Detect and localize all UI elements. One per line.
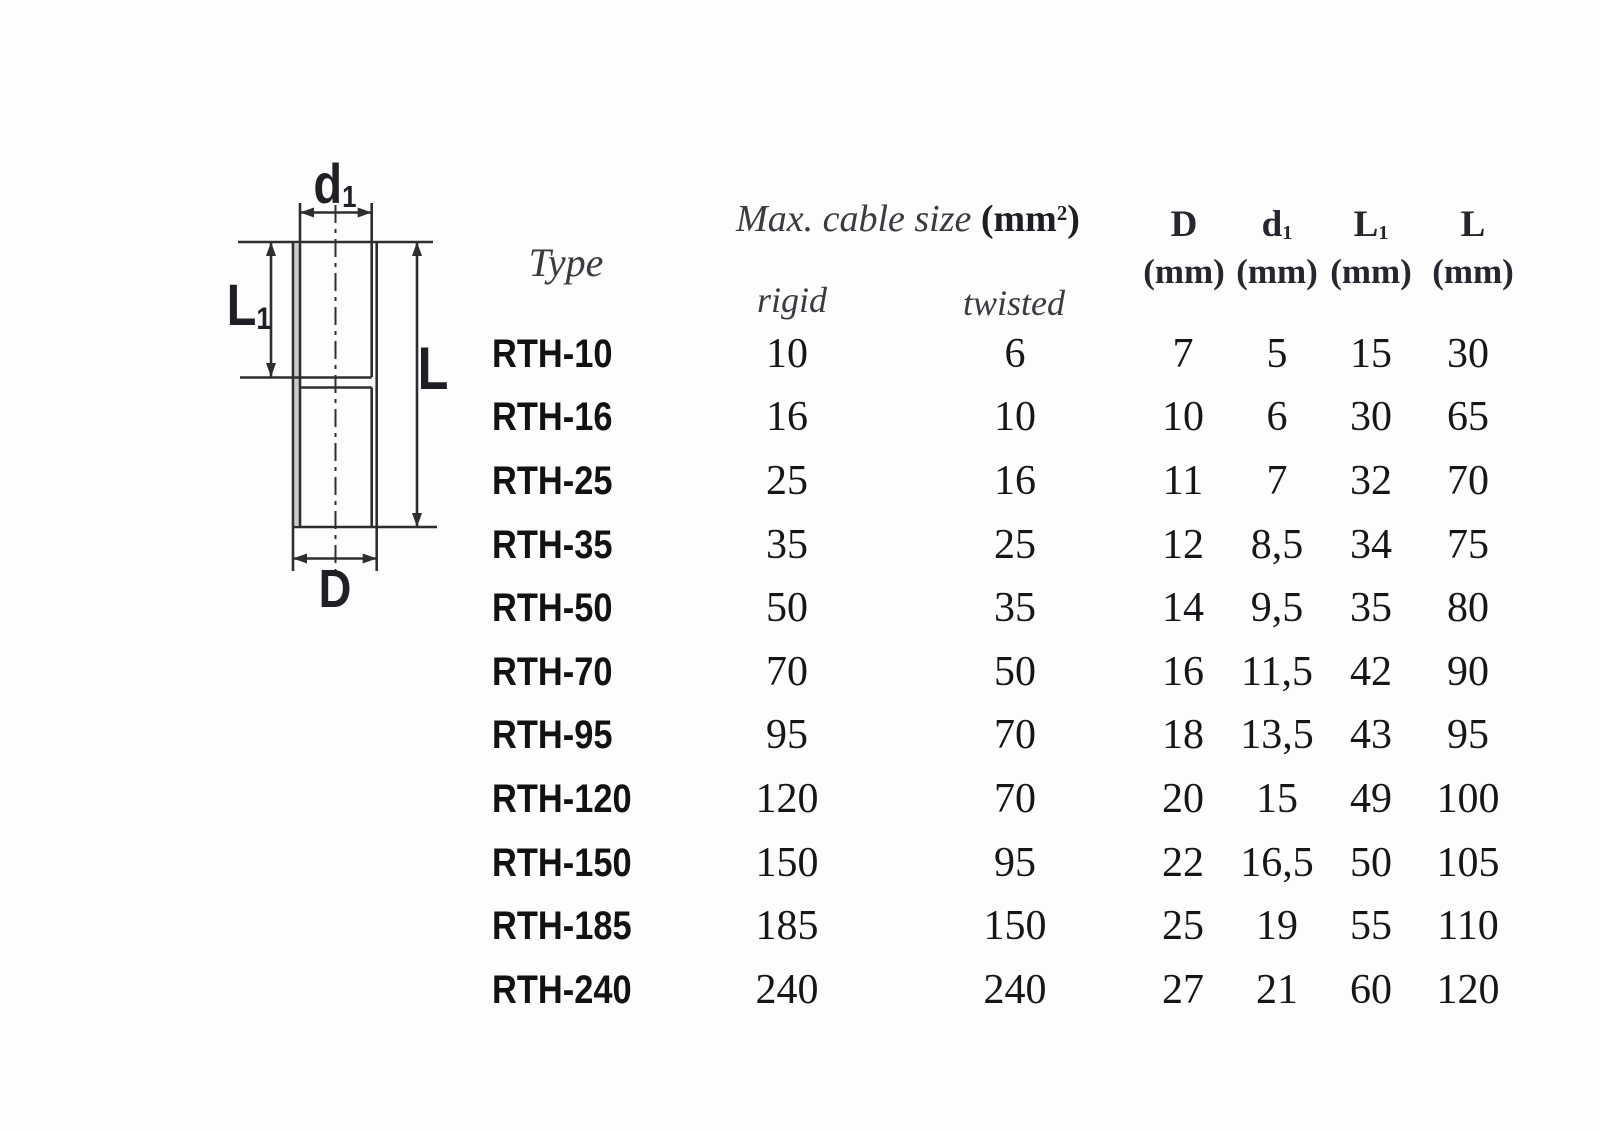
rigid-cell: 120: [755, 775, 819, 822]
l-cell: 110: [1437, 903, 1499, 950]
twisted-cell: 50: [994, 648, 1036, 695]
l1-cell: 30: [1350, 394, 1392, 441]
column-header-twisted: twisted: [962, 283, 1066, 323]
l1-cell: 55: [1350, 903, 1392, 950]
l-cell: 100: [1436, 775, 1500, 822]
twisted-cell: 70: [994, 712, 1036, 759]
diagram-label-L: [417, 335, 449, 402]
table-row: [480, 767, 1523, 831]
table-row: [480, 640, 1523, 704]
d-cell: 20: [1162, 775, 1204, 822]
d-cell: 16: [1162, 648, 1204, 695]
twisted-cell: 240: [983, 966, 1047, 1013]
table-row: [480, 894, 1523, 958]
l1-cell: 42: [1350, 648, 1392, 695]
D-label-main: D: [318, 559, 352, 619]
d1-cell: 11,5: [1241, 648, 1313, 695]
d1-cell: 19: [1256, 903, 1298, 950]
twisted-cell: 150: [983, 903, 1047, 950]
l-cell: 120: [1436, 966, 1500, 1013]
type-cell: RTH-70: [492, 649, 613, 694]
type-cell: RTH-185: [492, 904, 632, 949]
d-cell: 22: [1162, 839, 1204, 886]
d1-cell: 16,5: [1240, 839, 1314, 886]
d1-cell: 5: [1266, 330, 1288, 377]
diagram-label-L1: [226, 273, 272, 338]
table-row: [480, 704, 1523, 768]
dimension-arrowheads: [266, 208, 422, 564]
d1-label-main: d: [313, 152, 343, 215]
rigid-cell: 25: [766, 457, 808, 504]
l1-cell: 32: [1350, 457, 1392, 504]
rigid-cell: 240: [755, 966, 819, 1013]
type-cell: RTH-240: [492, 967, 632, 1012]
type-cell: RTH-10: [492, 331, 613, 376]
l-cell: 65: [1447, 394, 1489, 441]
l-cell: 105: [1436, 839, 1500, 886]
twisted-cell: 25: [994, 521, 1036, 568]
twisted-cell: 16: [994, 457, 1036, 504]
table-body: [480, 322, 1523, 1022]
d1-cell: 7: [1266, 457, 1288, 504]
max-cable-size-unit: $(mm^2)$: [980, 198, 1080, 240]
d1-cell: 8,5: [1250, 521, 1304, 568]
d-cell: 12: [1162, 521, 1204, 568]
column-header-D: D (mm): [1143, 204, 1225, 291]
d1-cell: 21: [1256, 966, 1298, 1013]
rigid-cell: 95: [766, 712, 808, 759]
d1-cell: 15: [1256, 775, 1298, 822]
type-cell: RTH-35: [492, 522, 613, 567]
d-cell: 18: [1162, 712, 1204, 759]
column-header-rigid: rigid: [756, 280, 828, 320]
diagram-label-D: [318, 559, 352, 619]
d-cell: 10: [1162, 394, 1204, 441]
l1-cell: 15: [1350, 330, 1392, 377]
L1-label-sub: 1: [256, 299, 272, 336]
twisted-cell: 95: [994, 839, 1036, 886]
type-cell: RTH-120: [492, 776, 632, 821]
rigid-cell: 70: [766, 648, 808, 695]
rigid-cell: 185: [755, 903, 819, 950]
column-header-L1: $L_1$ (mm): [1330, 204, 1412, 291]
type-cell: RTH-16: [492, 395, 613, 440]
diagram-label-d1: [313, 152, 357, 215]
column-header-d1: $d_1$ (mm): [1236, 204, 1318, 291]
column-header-max-cable-size: [736, 200, 1080, 238]
L1-label-main: L: [226, 273, 257, 338]
twisted-cell: 70: [994, 775, 1036, 822]
l1-cell: 50: [1350, 839, 1392, 886]
twisted-cell: 6: [1004, 330, 1026, 377]
table-row: [480, 958, 1523, 1022]
rigid-cell: 50: [766, 585, 808, 632]
table-row: [480, 386, 1523, 450]
d-cell: 14: [1162, 585, 1204, 632]
d-cell: 27: [1162, 966, 1204, 1013]
l-cell: 70: [1447, 457, 1489, 504]
l-cell: 80: [1447, 585, 1489, 632]
l-cell: 95: [1447, 712, 1489, 759]
type-cell: RTH-150: [492, 840, 632, 885]
l-cell: 75: [1447, 521, 1489, 568]
d1-label-sub: 1: [342, 178, 357, 214]
d-cell: 11: [1162, 457, 1204, 504]
rigid-cell: 10: [766, 330, 808, 377]
table-row: [480, 576, 1523, 640]
column-header-type: Type: [528, 240, 604, 285]
twisted-cell: 10: [994, 394, 1036, 441]
l1-cell: 34: [1350, 521, 1392, 568]
l1-cell: 35: [1350, 585, 1392, 632]
l1-cell: 60: [1350, 966, 1392, 1013]
table-row: [480, 513, 1523, 577]
l-cell: 30: [1447, 330, 1489, 377]
rigid-cell: 16: [766, 394, 808, 441]
type-cell: RTH-25: [492, 458, 613, 503]
type-cell: RTH-95: [492, 713, 613, 758]
column-header-L: L (mm): [1432, 204, 1514, 291]
table-row: [480, 831, 1523, 895]
d1-cell: 13,5: [1240, 712, 1314, 759]
d-cell: 7: [1172, 330, 1194, 377]
rigid-cell: 150: [755, 839, 819, 886]
twisted-cell: 35: [994, 585, 1036, 632]
type-cell: RTH-50: [492, 586, 613, 631]
table-row: [480, 449, 1523, 513]
d1-cell: 9,5: [1250, 585, 1304, 632]
l-cell: 90: [1447, 648, 1489, 695]
d1-cell: 6: [1266, 394, 1288, 441]
rigid-cell: 35: [766, 521, 808, 568]
max-cable-size-text: Max. cable size: [736, 198, 981, 240]
d-cell: 25: [1162, 903, 1204, 950]
L-label-main: L: [417, 335, 449, 402]
l1-cell: 43: [1350, 712, 1392, 759]
l1-cell: 49: [1350, 775, 1392, 822]
table-row: [480, 322, 1523, 386]
